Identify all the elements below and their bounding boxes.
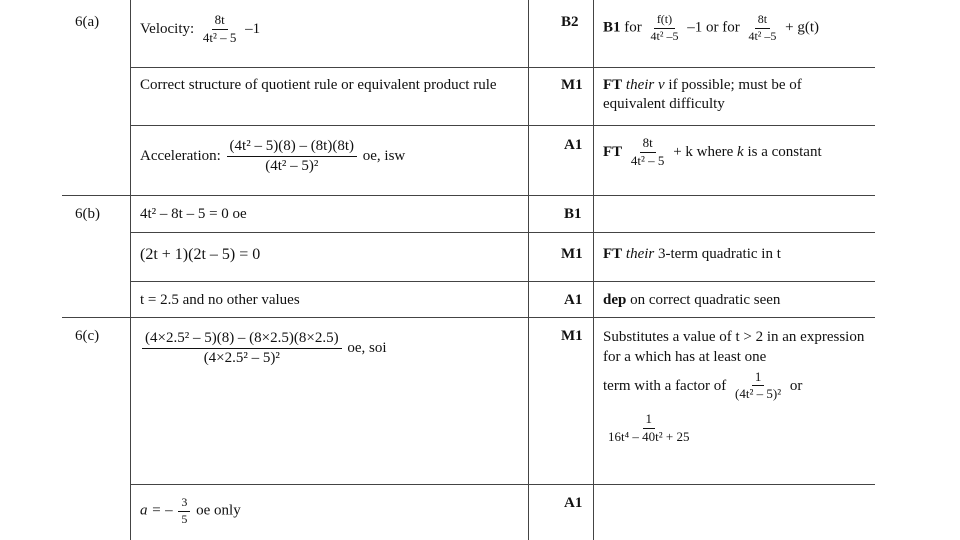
answer-tail: oe, isw bbox=[362, 148, 406, 165]
fraction-numerator: (4t² – 5)(8) – (8t)(8t) bbox=[227, 138, 357, 157]
answer-cell bbox=[140, 330, 387, 368]
guidance-text: 3-term quadratic in t bbox=[658, 246, 781, 262]
fraction-denominator: 4t² – 5 bbox=[202, 29, 237, 45]
answer-fraction bbox=[178, 496, 190, 527]
answer-lhs: a = – bbox=[140, 502, 173, 519]
guidance-line bbox=[603, 412, 871, 445]
answer-cell: Correct structure of quotient rule or equivalent product rule bbox=[140, 77, 497, 93]
guidance-text: is a constant bbox=[747, 143, 822, 160]
guidance-mark: FT bbox=[603, 246, 623, 262]
guidance-text: on correct quadratic seen bbox=[630, 292, 781, 308]
fraction-denominator: 4t² –5 bbox=[748, 28, 777, 43]
mark-code: B2 bbox=[561, 14, 579, 30]
fraction-numerator: 1 bbox=[643, 412, 656, 429]
velocity-fraction bbox=[200, 13, 240, 46]
fraction-denominator: (4t² – 5)² bbox=[735, 386, 782, 402]
guidance-text: –1 or for bbox=[687, 19, 740, 36]
question-number: 6(b) bbox=[75, 206, 100, 222]
guidance-mark: FT bbox=[603, 77, 623, 93]
answer-cell: t = 2.5 and no other values bbox=[140, 292, 300, 308]
question-number: 6(a) bbox=[75, 14, 100, 30]
row-divider bbox=[62, 317, 875, 318]
fraction-numerator: 1 bbox=[752, 370, 765, 387]
guidance-cell bbox=[603, 13, 819, 44]
guidance-emphasis: their bbox=[625, 246, 655, 262]
guidance-emphasis: their v bbox=[625, 77, 665, 93]
guidance-text: + g(t) bbox=[785, 19, 820, 36]
answer-tail: –1 bbox=[245, 20, 261, 37]
fraction-numerator: 8t bbox=[755, 13, 770, 29]
guidance-mark: FT bbox=[603, 143, 623, 160]
guidance-fraction bbox=[628, 136, 668, 169]
guidance-text: Substitutes a value of t > 2 in an expression for a which has at least one bbox=[603, 329, 865, 366]
guidance-cell bbox=[603, 136, 822, 169]
answer-cell bbox=[140, 13, 260, 46]
fraction-numerator: (4×2.5² – 5)(8) – (8×2.5)(8×2.5) bbox=[142, 330, 342, 349]
fraction-numerator: 8t bbox=[212, 13, 228, 30]
fraction-denominator: 4t² – 5 bbox=[630, 152, 665, 168]
fraction-numerator: 3 bbox=[178, 496, 190, 512]
fraction-denominator: 16t⁴ – 40t² + 25 bbox=[608, 429, 690, 445]
answer-label: Velocity: bbox=[140, 20, 195, 37]
answer-cell: 4t² – 8t – 5 = 0 oe bbox=[140, 206, 247, 222]
guidance-fraction bbox=[605, 412, 693, 445]
fraction-denominator: (4×2.5² – 5)² bbox=[203, 350, 280, 367]
guidance-emphasis: k bbox=[737, 143, 744, 160]
mark-code: A1 bbox=[564, 137, 583, 153]
fraction-denominator: 5 bbox=[181, 511, 188, 526]
guidance-text: term with a factor of bbox=[603, 377, 727, 394]
row-divider bbox=[130, 281, 875, 282]
guidance-cell bbox=[603, 291, 780, 310]
substitution-fraction bbox=[142, 330, 342, 368]
answer-cell bbox=[140, 496, 241, 527]
guidance-text: or bbox=[789, 377, 803, 394]
mark-code: M1 bbox=[561, 328, 583, 344]
answer-label: Acceleration: bbox=[140, 148, 221, 165]
guidance-fraction bbox=[745, 13, 779, 44]
guidance-text: for bbox=[624, 19, 642, 36]
mark-code: A1 bbox=[564, 292, 583, 308]
row-divider bbox=[130, 125, 875, 126]
guidance-mark: dep bbox=[603, 292, 627, 308]
row-divider bbox=[62, 195, 875, 196]
fraction-denominator: 4t² –5 bbox=[650, 28, 679, 43]
fraction-numerator: f(t) bbox=[654, 13, 675, 29]
column-divider bbox=[593, 0, 594, 540]
guidance-fraction bbox=[732, 370, 784, 403]
guidance-text: if possible; must be of equivalent difficulty bbox=[603, 77, 802, 112]
guidance-cell bbox=[603, 327, 871, 445]
mark-code: A1 bbox=[564, 495, 583, 511]
guidance-cell bbox=[603, 245, 781, 264]
question-number: 6(c) bbox=[75, 328, 100, 344]
answer-tail: oe, soi bbox=[347, 340, 387, 357]
mark-code: B1 bbox=[564, 206, 582, 222]
guidance-cell bbox=[603, 76, 865, 114]
guidance-line bbox=[603, 370, 871, 403]
mark-code: M1 bbox=[561, 246, 583, 262]
column-divider bbox=[130, 0, 131, 540]
answer-cell: (2t + 1)(2t – 5) = 0 bbox=[140, 246, 261, 263]
answer-tail: oe only bbox=[196, 502, 241, 519]
row-divider bbox=[130, 232, 875, 233]
fraction-denominator: (4t² – 5)² bbox=[265, 158, 319, 175]
fraction-numerator: 8t bbox=[640, 136, 656, 153]
answer-cell bbox=[140, 138, 405, 176]
guidance-fraction bbox=[648, 13, 682, 44]
guidance-text: + k where bbox=[673, 143, 734, 160]
row-divider bbox=[130, 484, 875, 485]
guidance-mark: B1 bbox=[603, 19, 621, 36]
acceleration-fraction bbox=[227, 138, 357, 176]
mark-code: M1 bbox=[561, 77, 583, 93]
row-divider bbox=[130, 67, 875, 68]
column-divider bbox=[528, 0, 529, 540]
